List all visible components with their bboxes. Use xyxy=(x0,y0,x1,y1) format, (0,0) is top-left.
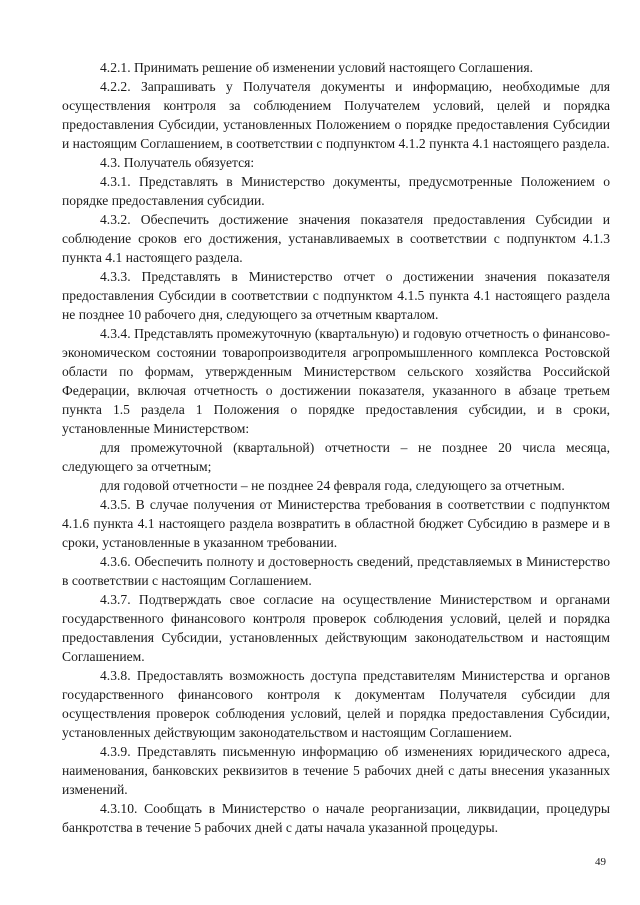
clause-4-3-5: 4.3.5. В случае получения от Министерства требования в соответствии с подпунктом 4.1.6 пункта 4.1 настоящего раздела возвратить в областной бюджет Субсидию в размере и в сроки, установленные в указанном требовании. xyxy=(62,497,610,550)
clause-4-3-2: 4.3.2. Обеспечить достижение значения показателя предоставления Субсидии и соблюдение сроков его достижения, устанавливаемых в соответствии с подпунктом 4.1.3 пункта 4.1 настоящего раздела. xyxy=(62,212,610,265)
clause-4-3-6: 4.3.6. Обеспечить полноту и достоверность сведений, представляемых в Министерство в соответствии с настоящим Соглашением. xyxy=(62,554,610,588)
clause-4-2-1: 4.2.1. Принимать решение об изменении условий настоящего Соглашения. xyxy=(100,60,534,75)
page-number: 49 xyxy=(595,856,606,868)
clause-4-3-9: 4.3.9. Представлять письменную информацию об изменениях юридического адреса, наименования, банковских реквизитов в течение 5 рабочих дней с даты внесения указанных изменений. xyxy=(62,744,610,797)
clause-4-3-8: 4.3.8. Предоставлять возможность доступа представителям Министерства и органов государственного финансового контроля к документам Получателя субсидии для осуществления проверок соблюдения условий, целей и порядка предоставления Субсидии, установленных действующим законодательством и настоящим Соглашением. xyxy=(62,668,610,740)
clause-4-3-heading: 4.3. Получатель обязуется: xyxy=(100,155,255,170)
clause-4-2-2: 4.2.2. Запрашивать у Получателя документы и информацию, необходимые для осуществления контроля за соблюдением Получателем условий, целей и порядка предоставления Субсидии, установленных Положением о порядке предоставления Субсидии и настоящим Соглашением, в соответствии с подпунктом 4.1.2 пункта 4.1 настоящего раздела. xyxy=(62,79,610,151)
clause-4-3-4-quarterly: для промежуточной (квартальной) отчетности – не позднее 20 числа месяца, следующего за отчетным; xyxy=(62,440,610,474)
clause-4-3-7: 4.3.7. Подтверждать свое согласие на осуществление Министерством и органами государственного финансового контроля проверок соблюдения условий, целей и порядка предоставления Субсидии, установленных действующим законодательством и настоящим Соглашением. xyxy=(62,592,610,664)
clause-4-3-10: 4.3.10. Сообщать в Министерство о начале реорганизации, ликвидации, процедуры банкротства в течение 5 рабочих дней с даты начала указанной процедуры. xyxy=(62,801,610,835)
clause-4-3-4-annual: для годовой отчетности – не позднее 24 февраля года, следующего за отчетным. xyxy=(100,478,565,493)
document-body xyxy=(62,58,610,837)
clause-4-3-3: 4.3.3. Представлять в Министерство отчет о достижении значения показателя предоставления Субсидии в соответствии с подпунктом 4.1.5 пункта 4.1 настоящего раздела не позднее 10 рабочего дня, следующего за отчетным кварталом. xyxy=(62,269,610,322)
clause-4-3-4: 4.3.4. Представлять промежуточную (квартальную) и годовую отчетность о финансово-экономическом состоянии товаропроизводителя агропромышленного комплекса Ростовской области по формам, утвержденным Министерством сельского хозяйства Российской Федерации, включая отчетность о достижении показателя, указанного в абзаце третьем пункта 1.5 раздела 1 Положения о порядке предоставления субсидии, и в сроки, установленные Министерством: xyxy=(62,326,610,436)
clause-4-3-1: 4.3.1. Представлять в Министерство документы, предусмотренные Положением о порядке предоставления субсидии. xyxy=(62,174,610,208)
